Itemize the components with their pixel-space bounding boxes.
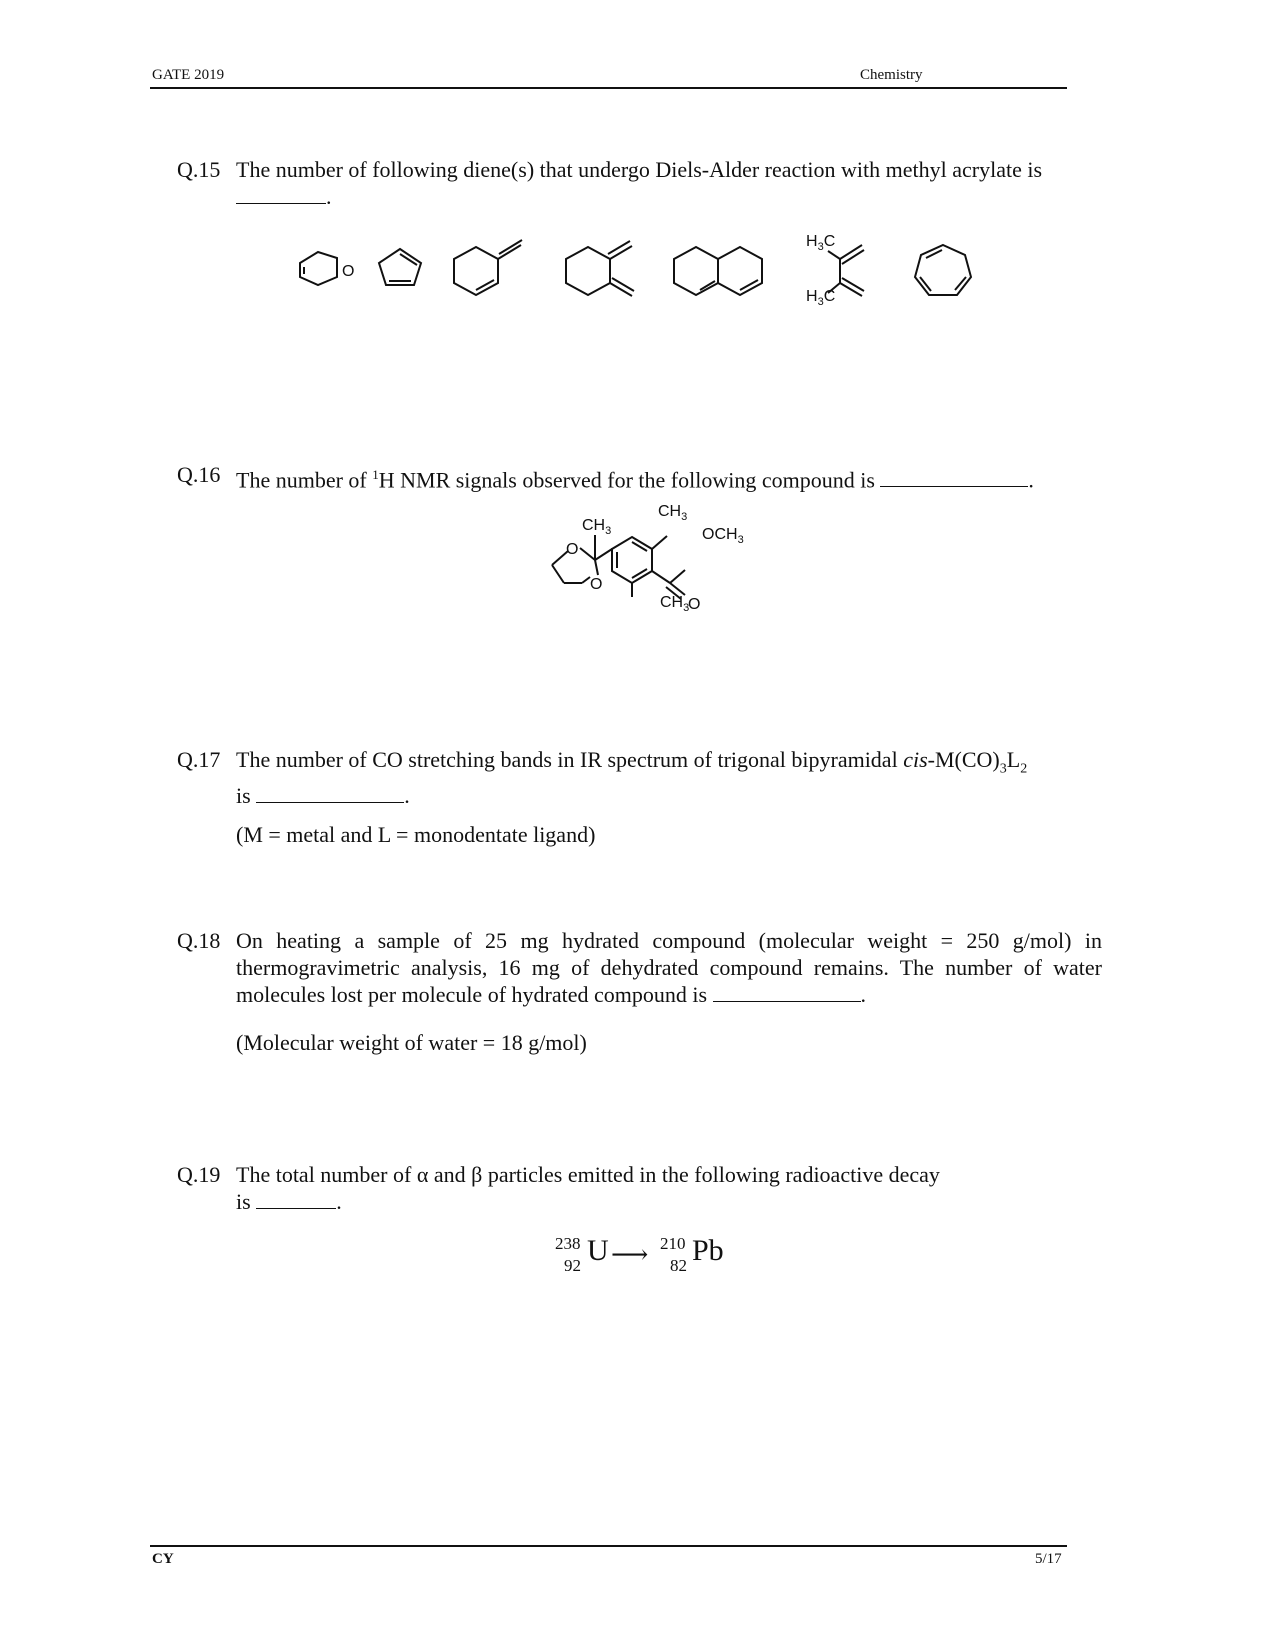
question-text: On heating a sample of 25 mg hydrated compound (molecular weight = 250 g/mol) in thermogravimetric analysis, 16 mg of dehydrated compound remains. The number of water molecules lost per molecule of hydrated compound is . [236,928,1102,1007]
ch3-bottom-label: $CH_3$ [660,594,690,615]
answer-blank [256,782,404,803]
question-17-note: (M = metal and L = monodentate ligand) [236,822,596,847]
question-text: The total number of α and β particles emitted in the following radioactive decay is . [236,1162,940,1214]
question-text: The number of $^1$H NMR signals observed for the following compound is . [236,467,1034,493]
lead-atomic-number: 82 [670,1256,687,1275]
answer-blank [880,466,1028,487]
bicyclic-diene-structure [674,247,762,295]
ch3-left-label: $CH_3$ [582,517,612,538]
header-left: GATE 2019 [152,67,225,83]
header-right: Chemistry [860,67,923,83]
question-18-note: (Molecular weight of water = 18 g/mol) [236,1030,587,1055]
question-text: The number of CO stretching bands in IR spectrum of trigonal bipyramidal cis-$M(CO)_3L_2$ is . [236,747,1028,809]
question-19 [177,1161,1102,1221]
question-15 [177,156,1102,216]
ring-oxygen-top: O [566,541,579,558]
question-17 [177,746,1102,809]
h3c-bottom-label: $H_3C$ [806,288,836,309]
question-18 [177,927,1102,1012]
ring-oxygen-bottom: O [590,576,603,593]
uranium-symbol: U [587,1234,609,1267]
footer-rule [150,1545,1067,1547]
furan-structure [300,252,337,285]
dimethylenecyclohexane-structure [566,241,634,296]
question-16 [177,461,1102,491]
answer-blank [256,1188,336,1209]
header-rule [150,87,1067,89]
lead-symbol: Pb [692,1234,724,1267]
answer-blank [236,183,326,204]
question-number: Q.18 [177,928,221,953]
footer-page-number: 5/17 [1035,1551,1062,1567]
answer-blank [713,981,861,1002]
decay-equation [555,1230,755,1290]
question-number: Q.16 [177,462,221,487]
uranium-mass-number: 238 [555,1234,581,1253]
ch3-top-label: $CH_3$ [658,503,688,524]
furan-oxygen-label: O [342,263,355,280]
cyclopentadiene-structure [379,249,421,285]
methylenecyclohexene-structure [454,240,522,295]
question-number: Q.17 [177,747,221,772]
question-number: Q.15 [177,157,221,182]
decay-arrow: ⟶ [611,1240,649,1269]
och3-label: $OCH_3$ [702,526,744,547]
dienes-structures [290,225,1010,325]
uranium-atomic-number: 92 [564,1256,581,1275]
cycloheptatriene-structure [915,245,971,295]
h3c-top-label: $H_3C$ [806,233,836,254]
lead-mass-number: 210 [660,1234,686,1253]
question-text: The number of following diene(s) that undergo Diels-Alder reaction with methyl acrylate is . [236,157,1043,209]
question-number: Q.19 [177,1162,221,1187]
carbonyl-oxygen: O [688,596,701,613]
footer-left: CY [152,1551,174,1567]
